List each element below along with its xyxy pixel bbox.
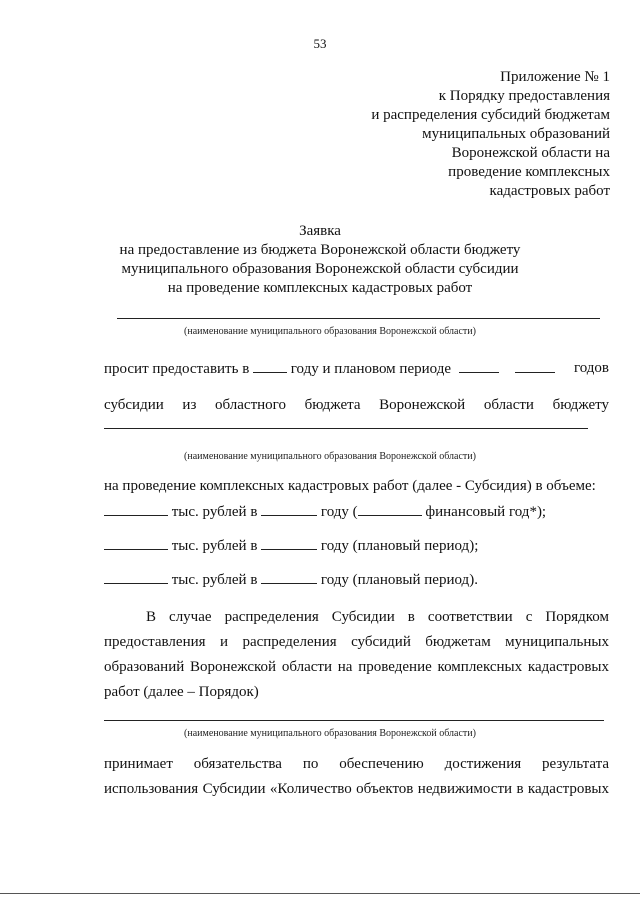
title-line: Заявка [299,223,341,239]
plan-year-2-field[interactable] [515,360,555,373]
municipality-name-field[interactable] [117,318,600,319]
year-field[interactable] [261,503,317,516]
amount-text: тыс. рублей в [171,572,258,588]
paragraph-line: образований Воронежской области на проведение комплексных кадастровых [104,659,609,675]
amount-text: тыс. рублей в [171,538,258,554]
appendix-line: Приложение № 1 [500,69,610,85]
page-bottom-rule [0,893,640,894]
purpose-line: на проведение комплексных кадастровых работ (далее - Субсидия) в объеме: [104,478,596,494]
amount-row [104,537,609,555]
year-field[interactable] [261,571,317,584]
amount-text: финансовый год*); [425,504,547,520]
plan-year-1-field[interactable] [459,360,499,373]
appendix-line: к Порядку предоставления [438,88,610,104]
paragraph-line: работ (далее – Порядок) [104,684,259,700]
request-line [104,360,609,378]
amount-field[interactable] [104,503,168,516]
amount-row [104,571,609,589]
appendix-line: проведение комплексных [448,164,610,180]
field-caption: (наименование муниципального образования Воронежской области) [184,451,476,462]
year-field[interactable] [253,360,287,373]
amount-text: тыс. рублей в [171,504,258,520]
municipality-name-field[interactable] [104,720,604,721]
amount-field[interactable] [104,537,168,550]
obligation-line: принимает обязательства по обеспечению достижения результата [104,756,609,772]
request-text: годов [573,360,609,376]
amount-row [104,503,609,521]
request-text: просит предоставить в [104,361,250,377]
year-field[interactable] [261,537,317,550]
title-line: на проведение комплексных кадастровых работ [167,280,473,296]
appendix-line: кадастровых работ [489,183,610,199]
application-title [0,222,640,298]
request-text: году и плановом периоде [290,361,451,377]
field-caption: (наименование муниципального образования Воронежской области) [184,728,476,739]
appendix-line: муниципальных образований [422,126,610,142]
paragraph-line: В случае распределения Субсидии в соответствии с Порядком [146,609,609,625]
distribution-paragraph [104,605,609,705]
amount-text: году (плановый период). [320,572,478,588]
amount-text: году ( [320,504,358,520]
paragraph-line: предоставления и распределения субсидий бюджетам муниципальных [104,634,609,650]
page-number: 53 [313,36,327,51]
title-line: на предоставление из бюджета Воронежской области бюджету [119,242,521,258]
obligation-paragraph [104,752,609,802]
subsidy-line: субсидии из областного бюджета Воронежской области бюджету [104,397,609,413]
appendix-line: Воронежской области на [451,145,610,161]
municipality-name-field[interactable] [104,428,588,429]
obligation-line: использования Субсидии «Количество объектов недвижимости в кадастровых [104,781,609,797]
year-field[interactable] [358,503,422,516]
appendix-line: и распределения субсидий бюджетам [371,107,610,123]
amount-field[interactable] [104,571,168,584]
amount-text: году (плановый период); [320,538,479,554]
field-caption: (наименование муниципального образования Воронежской области) [184,326,476,337]
appendix-header [371,68,610,201]
title-line: муниципального образования Воронежской области субсидии [121,261,519,277]
